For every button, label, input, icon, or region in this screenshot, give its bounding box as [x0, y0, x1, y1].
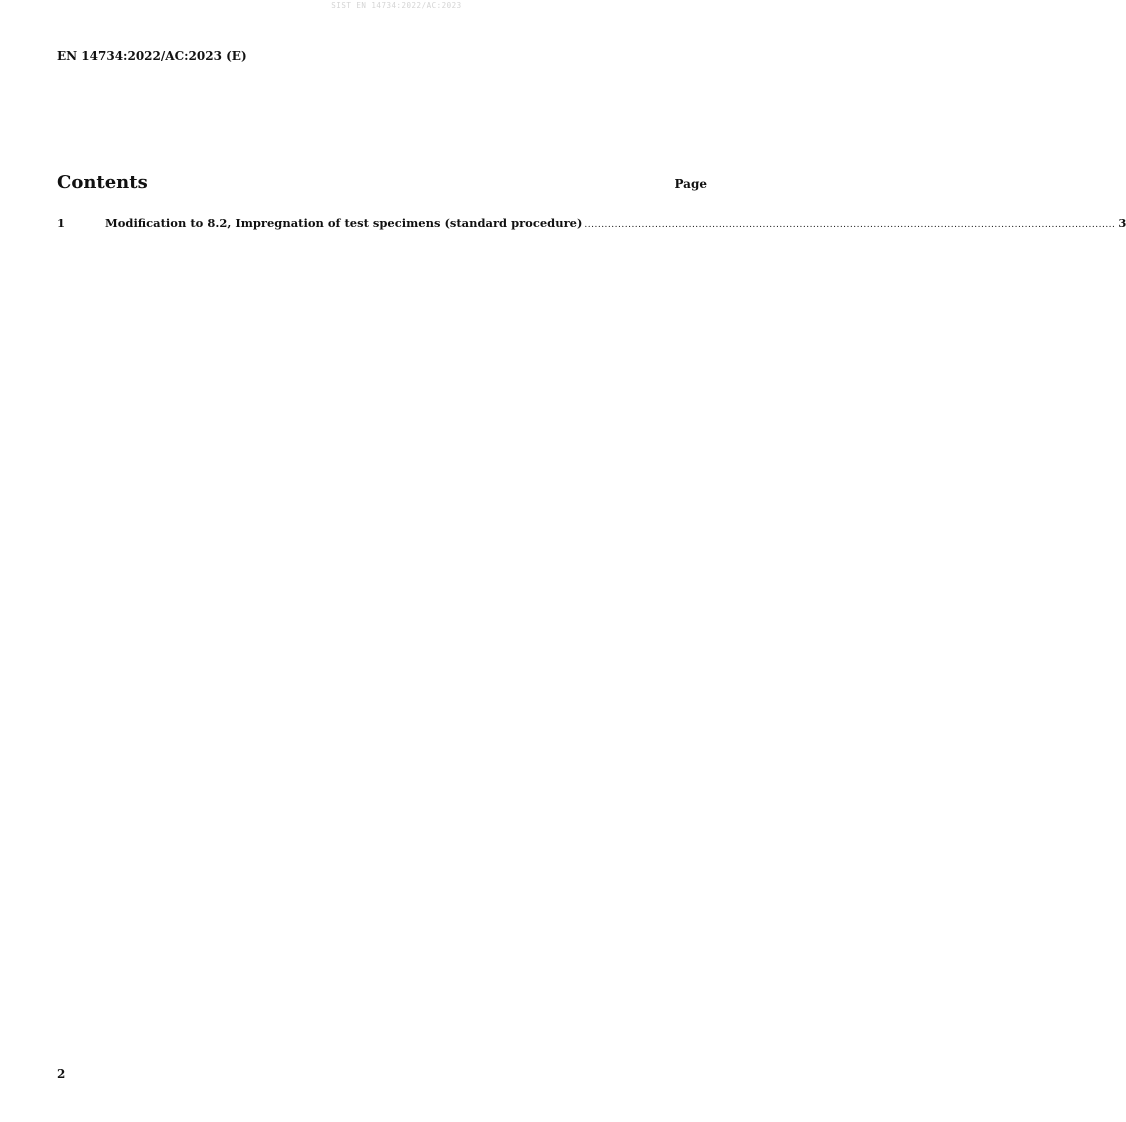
- toc-entry-number: 1: [57, 216, 66, 230]
- toc-list: [57, 216, 1126, 230]
- toc-entry-page: 3: [1118, 216, 1126, 230]
- document-identifier: EN 14734:2022/AC:2023 (E): [57, 49, 247, 63]
- toc-heading: [57, 172, 707, 193]
- toc-page-label: Page: [674, 177, 707, 191]
- toc-entry-text: Modification to 8.2, Impregnation of test specimens (standard procedure): [105, 216, 583, 230]
- page-number: 2: [57, 1067, 66, 1081]
- toc-entry[interactable]: [57, 216, 1126, 230]
- toc-leader-dots: [584, 221, 1115, 230]
- watermark-text: SIST EN 14734:2022/AC:2023: [331, 1, 462, 10]
- toc-title: Contents: [57, 172, 148, 193]
